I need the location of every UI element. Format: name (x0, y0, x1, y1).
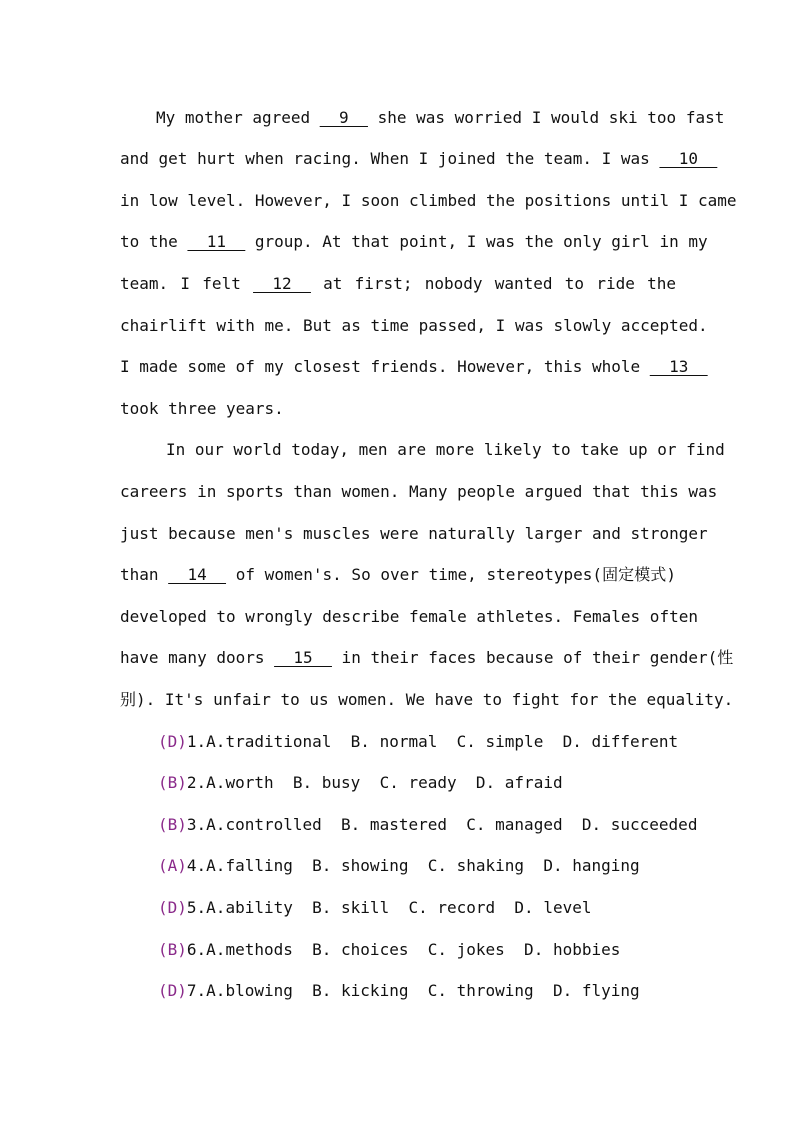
line-text: group. At that point, I was the only girl in my (245, 232, 708, 251)
answer-mark: (B) (158, 773, 187, 792)
passage-line (120, 519, 708, 549)
option-row-4 (158, 851, 678, 881)
line-text: and get hurt when racing. When I joined the team. I was (120, 149, 660, 168)
line-text: I made some of my closest friends. However, this whole (120, 357, 650, 376)
line-text: in their faces because of their gender(性 (331, 648, 734, 667)
line-text: 别). It's unfair to us women. We have to fight for the equality. (120, 690, 734, 709)
option-row-7 (158, 976, 678, 1006)
line-text: at first; nobody wanted to ride the (310, 274, 677, 293)
answer-mark: (D) (158, 981, 187, 1000)
line-text: chairlift with me. But as time passed, I was slowly accepted. (120, 316, 708, 335)
line-text: than (120, 565, 169, 584)
line-text: took three years. (120, 399, 284, 418)
option-row-6 (158, 935, 678, 965)
passage-line (120, 560, 676, 590)
passage-line (120, 394, 676, 424)
option-text: 2.A.worth B. busy C. ready D. afraid (186, 773, 563, 792)
answer-mark: (D) (158, 898, 187, 917)
line-text: In our world today, men are more likely to take up or find (166, 440, 725, 459)
answer-mark: (D) (158, 732, 187, 751)
option-text: 7.A.blowing B. kicking C. throwing D. flying (186, 981, 640, 1000)
option-text: 6.A.methods B. choices C. jokes D. hobbies (186, 940, 621, 959)
passage-line (120, 269, 676, 299)
answer-mark: (B) (158, 940, 187, 959)
option-text: 1.A.traditional B. normal C. simple D. different (186, 732, 679, 751)
answer-mark: (A) (158, 856, 187, 875)
passage-line (120, 144, 718, 174)
blank-14: __14__ (168, 565, 227, 584)
passage-line (120, 311, 708, 341)
passage-line (120, 477, 718, 507)
passage-line (156, 103, 725, 133)
option-row-2 (158, 768, 678, 798)
blank-15: __15__ (274, 648, 332, 667)
passage-line (120, 352, 708, 382)
answer-mark: (B) (158, 815, 187, 834)
passage-line (120, 227, 708, 257)
line-text: just because men's muscles were naturally larger and stronger (120, 524, 708, 543)
line-text: team. I felt (120, 274, 254, 293)
option-row-5 (158, 893, 678, 923)
line-text: of women's. So over time, stereotypes(固定模式) (226, 565, 676, 584)
line-text: have many doors (120, 648, 275, 667)
option-row-1 (158, 727, 678, 757)
line-text: My mother agreed (156, 108, 320, 127)
passage-line (166, 435, 725, 465)
line-text: in low level. However, I soon climbed the positions until I came (120, 191, 737, 210)
option-text: 3.A.controlled B. mastered C. managed D. succeeded (186, 815, 698, 834)
passage-line (120, 602, 698, 632)
blank-10: __10__ (659, 149, 718, 168)
blank-13: __13__ (649, 357, 708, 376)
option-text: 4.A.falling B. showing C. shaking D. hanging (186, 856, 640, 875)
line-text: developed to wrongly describe female athletes. Females often (120, 607, 698, 626)
line-text: to the (120, 232, 188, 251)
option-row-3 (158, 810, 698, 840)
option-text: 5.A.ability B. skill C. record D. level (186, 898, 592, 917)
blank-11: __11__ (187, 232, 246, 251)
blank-12: __12__ (253, 274, 311, 293)
passage-line (120, 186, 737, 216)
passage-line (120, 643, 734, 673)
line-text: she was worried I would ski too fast (367, 108, 725, 127)
blank-9: __9__ (319, 108, 368, 127)
line-text: careers in sports than women. Many people argued that this was (120, 482, 718, 501)
passage-line (120, 685, 734, 715)
